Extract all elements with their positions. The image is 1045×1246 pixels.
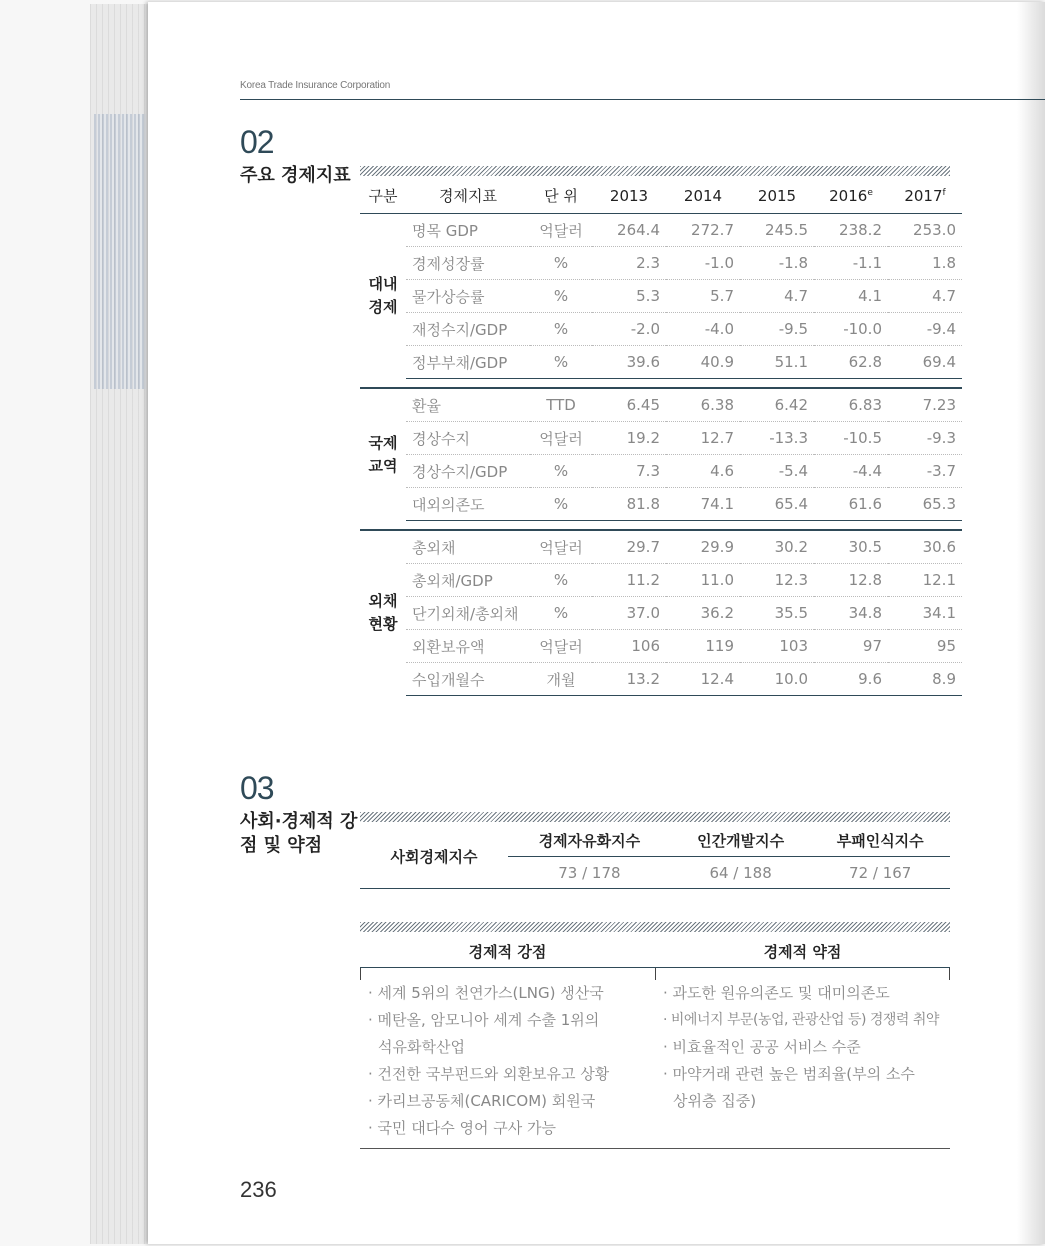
value: 4.7 [740,280,814,313]
unit: % [530,247,592,280]
value: -4.0 [666,313,740,346]
value: -1.8 [740,247,814,280]
value: 4.7 [888,280,962,313]
value: 29.7 [592,530,666,564]
value: 9.6 [814,663,888,696]
value: 34.1 [888,597,962,630]
value: 39.6 [592,346,666,379]
value: 12.1 [888,564,962,597]
col-header-2017: 2017 [904,186,943,205]
value: 34.8 [814,597,888,630]
value: 97 [814,630,888,663]
value: 8.9 [888,663,962,696]
col-header: 2013 [592,178,666,214]
table-row [360,313,962,346]
table-row [360,488,962,521]
value: 62.8 [814,346,888,379]
index-name: 경제자유화지수 [508,825,671,857]
value: -9.5 [740,313,814,346]
indicator-name: 환율 [406,388,530,422]
value: 103 [740,630,814,663]
value: -5.4 [740,455,814,488]
index-value: 64 / 188 [671,857,811,889]
value: 4.1 [814,280,888,313]
value: 40.9 [666,346,740,379]
value: -1.0 [666,247,740,280]
unit: 개월 [530,663,592,696]
estimate-mark: e [867,187,873,198]
group-label-domestic: 대내 경제 [368,275,398,317]
value: 12.3 [740,564,814,597]
index-value: 72 / 167 [810,857,950,889]
index-name: 부패인식지수 [810,825,950,857]
unit: 억달러 [530,630,592,663]
table-row [360,247,962,280]
forecast-mark: f [942,187,946,198]
unit: 억달러 [530,422,592,455]
value: 19.2 [592,422,666,455]
value: 1.8 [888,247,962,280]
indicator-name: 재정수지/GDP [406,313,530,346]
value: 61.6 [814,488,888,521]
table-row [360,422,962,455]
col-header [888,178,962,214]
value: -3.7 [888,455,962,488]
header-rule [240,99,1045,100]
strengths-weaknesses-table [360,935,950,1149]
value: -9.4 [888,313,962,346]
value: 12.4 [666,663,740,696]
group-divider [360,379,962,389]
sw-header [360,935,950,968]
index-name: 인간개발지수 [671,825,811,857]
strengths-list [360,980,655,1142]
unit: 억달러 [530,530,592,564]
value: 12.7 [666,422,740,455]
list-item: · 국민 대다수 영어 구사 가능 [368,1119,556,1137]
value: 51.1 [740,346,814,379]
value: 37.0 [592,597,666,630]
value: -2.0 [592,313,666,346]
table-row [360,564,962,597]
page [148,2,1045,1244]
value: 69.4 [888,346,962,379]
page-gutter-shadow [1017,2,1045,1244]
value: 30.2 [740,530,814,564]
table-row [360,663,962,696]
col-header: 구분 [360,178,406,214]
value: 65.4 [740,488,814,521]
group-label-external-debt: 외채 현황 [368,592,398,634]
indicator-name: 총외채/GDP [406,564,530,597]
index-value: 73 / 178 [508,857,671,889]
unit: % [530,280,592,313]
value: 10.0 [740,663,814,696]
sw-body [360,968,950,1149]
list-item: · 과도한 원유의존도 및 대미의존도 [663,984,890,1002]
indicator-name: 수입개월수 [406,663,530,696]
book-edge [90,4,148,1244]
section-title-economy: 주요 경제지표 [240,165,351,186]
index-label: 사회경제지수 [360,825,508,889]
table-hatch-bar [360,812,950,822]
value: 6.42 [740,388,814,422]
value: -13.3 [740,422,814,455]
value: 13.2 [592,663,666,696]
col-header: 2014 [666,178,740,214]
table-row [360,214,962,247]
indicator-name: 명목 GDP [406,214,530,247]
unit: 억달러 [530,214,592,247]
value: -4.4 [814,455,888,488]
weaknesses-title: 경제적 약점 [763,942,842,961]
unit: TTD [530,388,592,422]
value: 106 [592,630,666,663]
value: 74.1 [666,488,740,521]
value: 4.6 [666,455,740,488]
list-item: · 건전한 국부펀드와 외환보유고 상황 [368,1065,610,1083]
weaknesses-list [655,980,950,1115]
value: 7.3 [592,455,666,488]
value: 119 [666,630,740,663]
value: -1.1 [814,247,888,280]
value: 30.5 [814,530,888,564]
table-row [360,455,962,488]
value: 6.83 [814,388,888,422]
list-item: · 카리브공동체(CARICOM) 회원국 [368,1092,596,1110]
indicator-name: 외환보유액 [406,630,530,663]
strengths-title: 경제적 강점 [468,942,547,961]
value: 253.0 [888,214,962,247]
indicator-name: 정부부채/GDP [406,346,530,379]
value: 6.38 [666,388,740,422]
list-item: · 메탄올, 암모니아 세계 수출 1위의 석유화학산업 [368,1011,600,1056]
value: -10.0 [814,313,888,346]
group-divider [360,521,962,531]
section-number-02: 02 [240,124,274,160]
unit: % [530,488,592,521]
strengths-column [360,968,655,1148]
value: 6.45 [592,388,666,422]
unit: % [530,313,592,346]
unit: % [530,455,592,488]
indicator-name: 경제성장률 [406,247,530,280]
table-row [360,530,962,564]
weaknesses-column [655,968,950,1148]
page-edges [90,4,148,1244]
indicator-name: 물가상승률 [406,280,530,313]
table-row [360,346,962,379]
value: 2.3 [592,247,666,280]
economic-indicators-table [360,178,962,696]
value: 30.6 [888,530,962,564]
value: 11.0 [666,564,740,597]
table-hatch-bar [360,166,950,176]
value: 272.7 [666,214,740,247]
value: 95 [888,630,962,663]
section-title-strengths-weaknesses: 사회·경제적 강점 및 약점 [240,811,358,856]
page-number: 236 [240,1177,277,1202]
value: 36.2 [666,597,740,630]
indicator-name: 경상수지 [406,422,530,455]
list-item: · 세계 5위의 천연가스(LNG) 생산국 [368,984,604,1002]
section-number-03: 03 [240,770,274,806]
value: 5.3 [592,280,666,313]
indicator-name: 경상수지/GDP [406,455,530,488]
value: 65.3 [888,488,962,521]
table-header-row [360,178,962,214]
value: 81.8 [592,488,666,521]
running-header: Korea Trade Insurance Corporation [240,80,391,91]
list-item: · 마약거래 관련 높은 범죄율(부의 소수 상위층 집중) [663,1065,915,1110]
table-row [360,597,962,630]
group-label-trade: 국제 교역 [368,433,398,475]
index-header-row [360,825,950,857]
col-header: 단 위 [530,178,592,214]
list-item: · 비에너지 부문(농업, 관광산업 등) 경쟁력 취약 [663,1012,939,1028]
value: -10.5 [814,422,888,455]
table-row [360,630,962,663]
unit: % [530,346,592,379]
value: 7.23 [888,388,962,422]
unit: % [530,564,592,597]
indicator-name: 단기외채/총외채 [406,597,530,630]
value: 12.8 [814,564,888,597]
value: 11.2 [592,564,666,597]
col-header [814,178,888,214]
col-header: 2015 [740,178,814,214]
value: 238.2 [814,214,888,247]
table-row [360,280,962,313]
unit: % [530,597,592,630]
indicator-name: 총외채 [406,530,530,564]
table-row [360,388,962,422]
col-header-2016: 2016 [829,186,868,205]
value: 5.7 [666,280,740,313]
list-item: · 비효율적인 공공 서비스 수준 [663,1038,861,1056]
col-header: 경제지표 [406,178,530,214]
value: -9.3 [888,422,962,455]
table-hatch-bar [360,922,950,932]
indicator-name: 대외의존도 [406,488,530,521]
social-economic-index-table [360,825,950,889]
value: 245.5 [740,214,814,247]
value: 264.4 [592,214,666,247]
value: 35.5 [740,597,814,630]
value: 29.9 [666,530,740,564]
